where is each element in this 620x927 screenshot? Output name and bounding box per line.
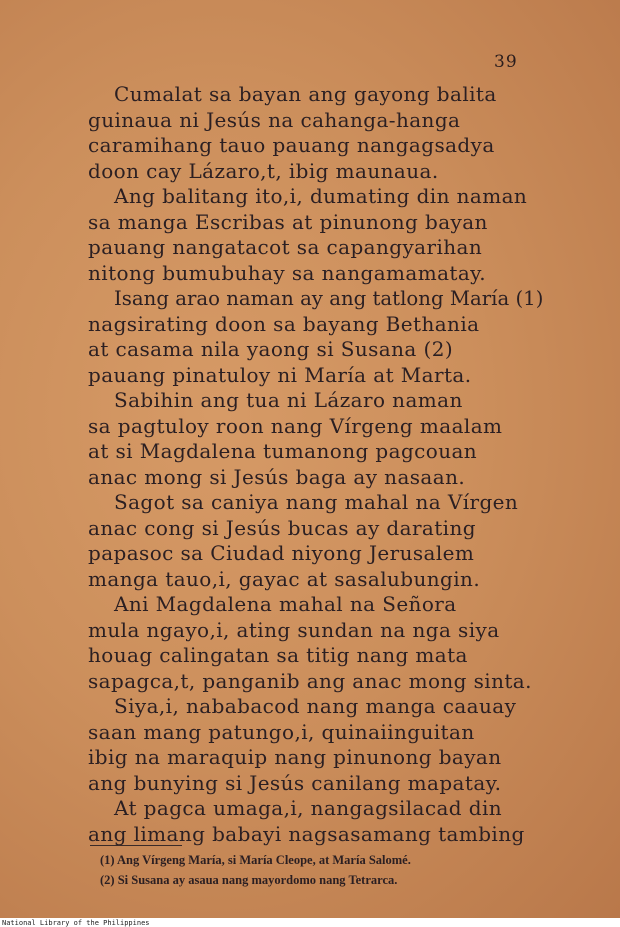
text-line: Siya,i, nababacod nang manga caauay (114, 694, 517, 718)
text-line: doon cay Lázaro,t, ibig maunaua. (88, 158, 439, 183)
text-line: nagsirating doon sa bayang Bethania (88, 311, 480, 336)
text-line: saan mang patungo,i, quinaiinguitan (88, 719, 475, 744)
footnote-2: (2) Si Susana ay asaua nang mayordomo nang Tetrarca. (100, 873, 398, 887)
text-line: Ani Magdalena mahal na Señora (114, 592, 457, 616)
text-line: nitong bumubuhay sa nangamamatay. (88, 260, 486, 285)
text-line: anac cong si Jesús bucas ay darating (88, 515, 476, 540)
text-line: At pagca umaga,i, nangagsilacad din (114, 796, 503, 820)
text-line: sa manga Escribas at pinunong bayan (88, 209, 488, 234)
text-line: Isang arao naman ay ang tatlong María (1) (114, 287, 544, 310)
text-line: Cumalat sa bayan ang gayong balita (114, 82, 497, 106)
text-line: ibig na maraquip nang pinunong bayan (88, 745, 502, 769)
text-line: guinaua ni Jesús na cahanga-hanga (88, 107, 461, 132)
text-line: caramihang tauo pauang nangagsadya (88, 133, 495, 157)
text-line: papasoc sa Ciudad niyong Jerusalem (88, 541, 475, 565)
text-line: ang bunying si Jesús canilang mapatay. (88, 770, 502, 795)
text-line: sapagca,t, panganib ang anac mong sinta. (88, 668, 532, 693)
text-line: at si Magdalena tumanong pagcouan (88, 439, 478, 463)
library-credit: National Library of the Philippines (2, 919, 150, 927)
text-line: houag calingatan sa titig nang mata (88, 643, 468, 667)
text-line: ang limang babayi nagsasamang tambing (88, 821, 525, 846)
text-line: anac mong si Jesús baga ay nasaan. (88, 464, 466, 489)
page-number: 39 (494, 52, 518, 72)
footnote-1: (1) Ang Vírgeng María, si María Cleope, at María Salomé. (100, 853, 411, 867)
text-line: mula ngayo,i, ating sundan na nga siya (88, 617, 500, 642)
text-line: at casama nila yaong si Susana (2) (88, 337, 454, 361)
text-line: Sabihin ang tua ni Lázaro naman (114, 388, 463, 412)
footnotes (100, 850, 550, 890)
text-line: Sagot sa caniya nang mahal na Vírgen (114, 490, 519, 514)
text-line: sa pagtuloy roon nang Vírgeng maalam (88, 413, 503, 438)
text-line: pauang pinatuloy ni María at Marta. (88, 362, 472, 387)
footnote-rule (90, 845, 182, 846)
poem-body (88, 82, 544, 847)
text-line: manga tauo,i, gayac at sasalubungin. (88, 566, 481, 591)
text-line: pauang nangatacot sa capangyarihan (88, 235, 483, 259)
text-line: Ang balitang ito,i, dumating din naman (114, 184, 528, 208)
